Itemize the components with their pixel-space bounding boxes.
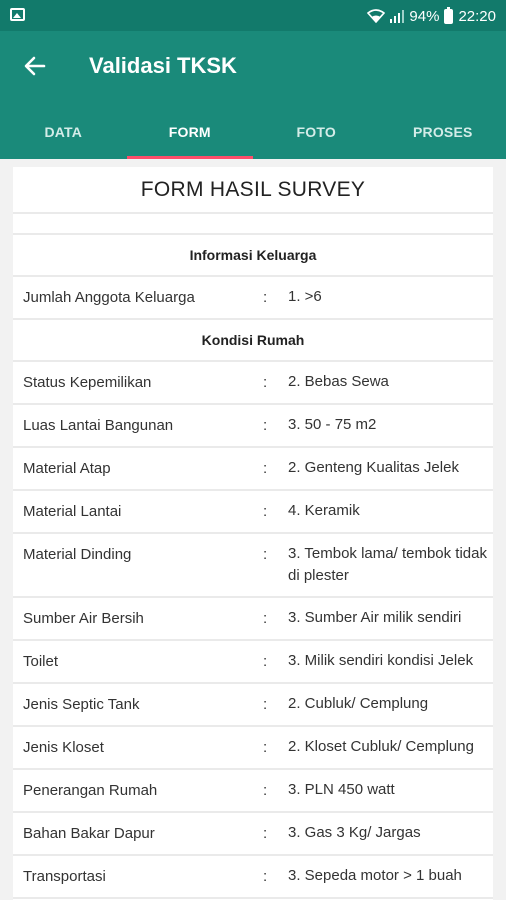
row-colon: : [263, 374, 268, 391]
row-label: Material Lantai [23, 503, 122, 520]
table-row [13, 361, 493, 403]
tab-bar [0, 112, 506, 159]
row-colon: : [263, 610, 268, 627]
row-colon: : [263, 417, 268, 434]
table-row [13, 447, 493, 489]
arrow-back-icon [20, 51, 50, 81]
clock: 22:20 [458, 7, 496, 25]
table-row [13, 276, 493, 318]
status-bar [0, 0, 506, 31]
row-value: 3. Sumber Air milik sendiri [288, 609, 462, 626]
table-row [13, 490, 493, 532]
row-colon: : [263, 782, 268, 799]
image-notification-icon [10, 8, 25, 21]
row-colon: : [263, 739, 268, 756]
table-row [13, 769, 493, 811]
row-value: 2. Cubluk/ Cemplung [288, 695, 429, 712]
row-value: 2. Bebas Sewa [288, 373, 389, 390]
row-label: Material Atap [23, 460, 111, 477]
tab-form[interactable]: FORM [127, 112, 254, 159]
row-value: 3. Sepeda motor > 1 buah [288, 867, 462, 884]
row-value: 3. Gas 3 Kg/ Jargas [288, 824, 421, 841]
table-row [13, 404, 493, 446]
back-button[interactable] [20, 51, 50, 81]
battery-percent: 94% [409, 7, 440, 25]
row-label: Penerangan Rumah [23, 782, 158, 799]
row-label: Bahan Bakar Dapur [23, 825, 155, 842]
table-row [13, 597, 493, 639]
page-title: Validasi TKSK [89, 53, 237, 78]
status-indicators [367, 6, 496, 26]
form-content[interactable] [0, 159, 506, 900]
divider [13, 212, 493, 214]
divider [13, 897, 493, 899]
row-value: 4. Keramik [288, 502, 360, 519]
row-label: Transportasi [23, 868, 106, 885]
signal-icon [390, 9, 404, 23]
row-colon: : [263, 289, 268, 306]
tab-proses[interactable]: PROSES [412, 124, 473, 140]
row-value: 2. Genteng Kualitas Jelek [288, 459, 459, 476]
table-row [13, 533, 493, 596]
row-label: Toilet [23, 653, 59, 670]
row-colon: : [263, 546, 268, 563]
tab-foto[interactable]: FOTO [296, 124, 336, 140]
row-label: Jenis Kloset [23, 739, 104, 756]
row-label: Jumlah Anggota Keluarga [23, 289, 195, 306]
row-colon: : [263, 696, 268, 713]
app-bar [0, 31, 506, 159]
row-label: Sumber Air Bersih [23, 610, 144, 627]
row-value: 3. Tembok lama/ tembok tidak di plester [288, 545, 487, 584]
tab-data[interactable]: DATA [44, 124, 83, 140]
row-value: 3. Milik sendiri kondisi Jelek [288, 652, 474, 669]
row-colon: : [263, 460, 268, 477]
row-label: Status Kepemilikan [23, 374, 152, 391]
row-value: 1. >6 [288, 288, 322, 305]
row-colon: : [263, 868, 268, 885]
section-heading-kondisi-rumah: Kondisi Rumah [201, 332, 305, 348]
row-value: 3. PLN 450 watt [288, 781, 395, 798]
table-row [13, 855, 493, 897]
row-value: 2. Kloset Cubluk/ Cemplung [288, 738, 474, 755]
row-colon: : [263, 653, 268, 670]
section-heading-informasi-keluarga: Informasi Keluarga [189, 247, 317, 263]
table-row [13, 640, 493, 682]
row-value: 3. 50 - 75 m2 [288, 416, 377, 433]
form-title: FORM HASIL SURVEY [140, 178, 366, 201]
table-row [13, 726, 493, 768]
row-label: Jenis Septic Tank [23, 696, 140, 713]
row-colon: : [263, 503, 268, 520]
battery-icon [444, 9, 453, 24]
survey-card [13, 167, 493, 900]
row-label: Luas Lantai Bangunan [23, 417, 174, 434]
table-row [13, 683, 493, 725]
row-label: Material Dinding [23, 546, 132, 563]
wifi-icon [367, 9, 385, 23]
row-colon: : [263, 825, 268, 842]
table-row [13, 812, 493, 854]
